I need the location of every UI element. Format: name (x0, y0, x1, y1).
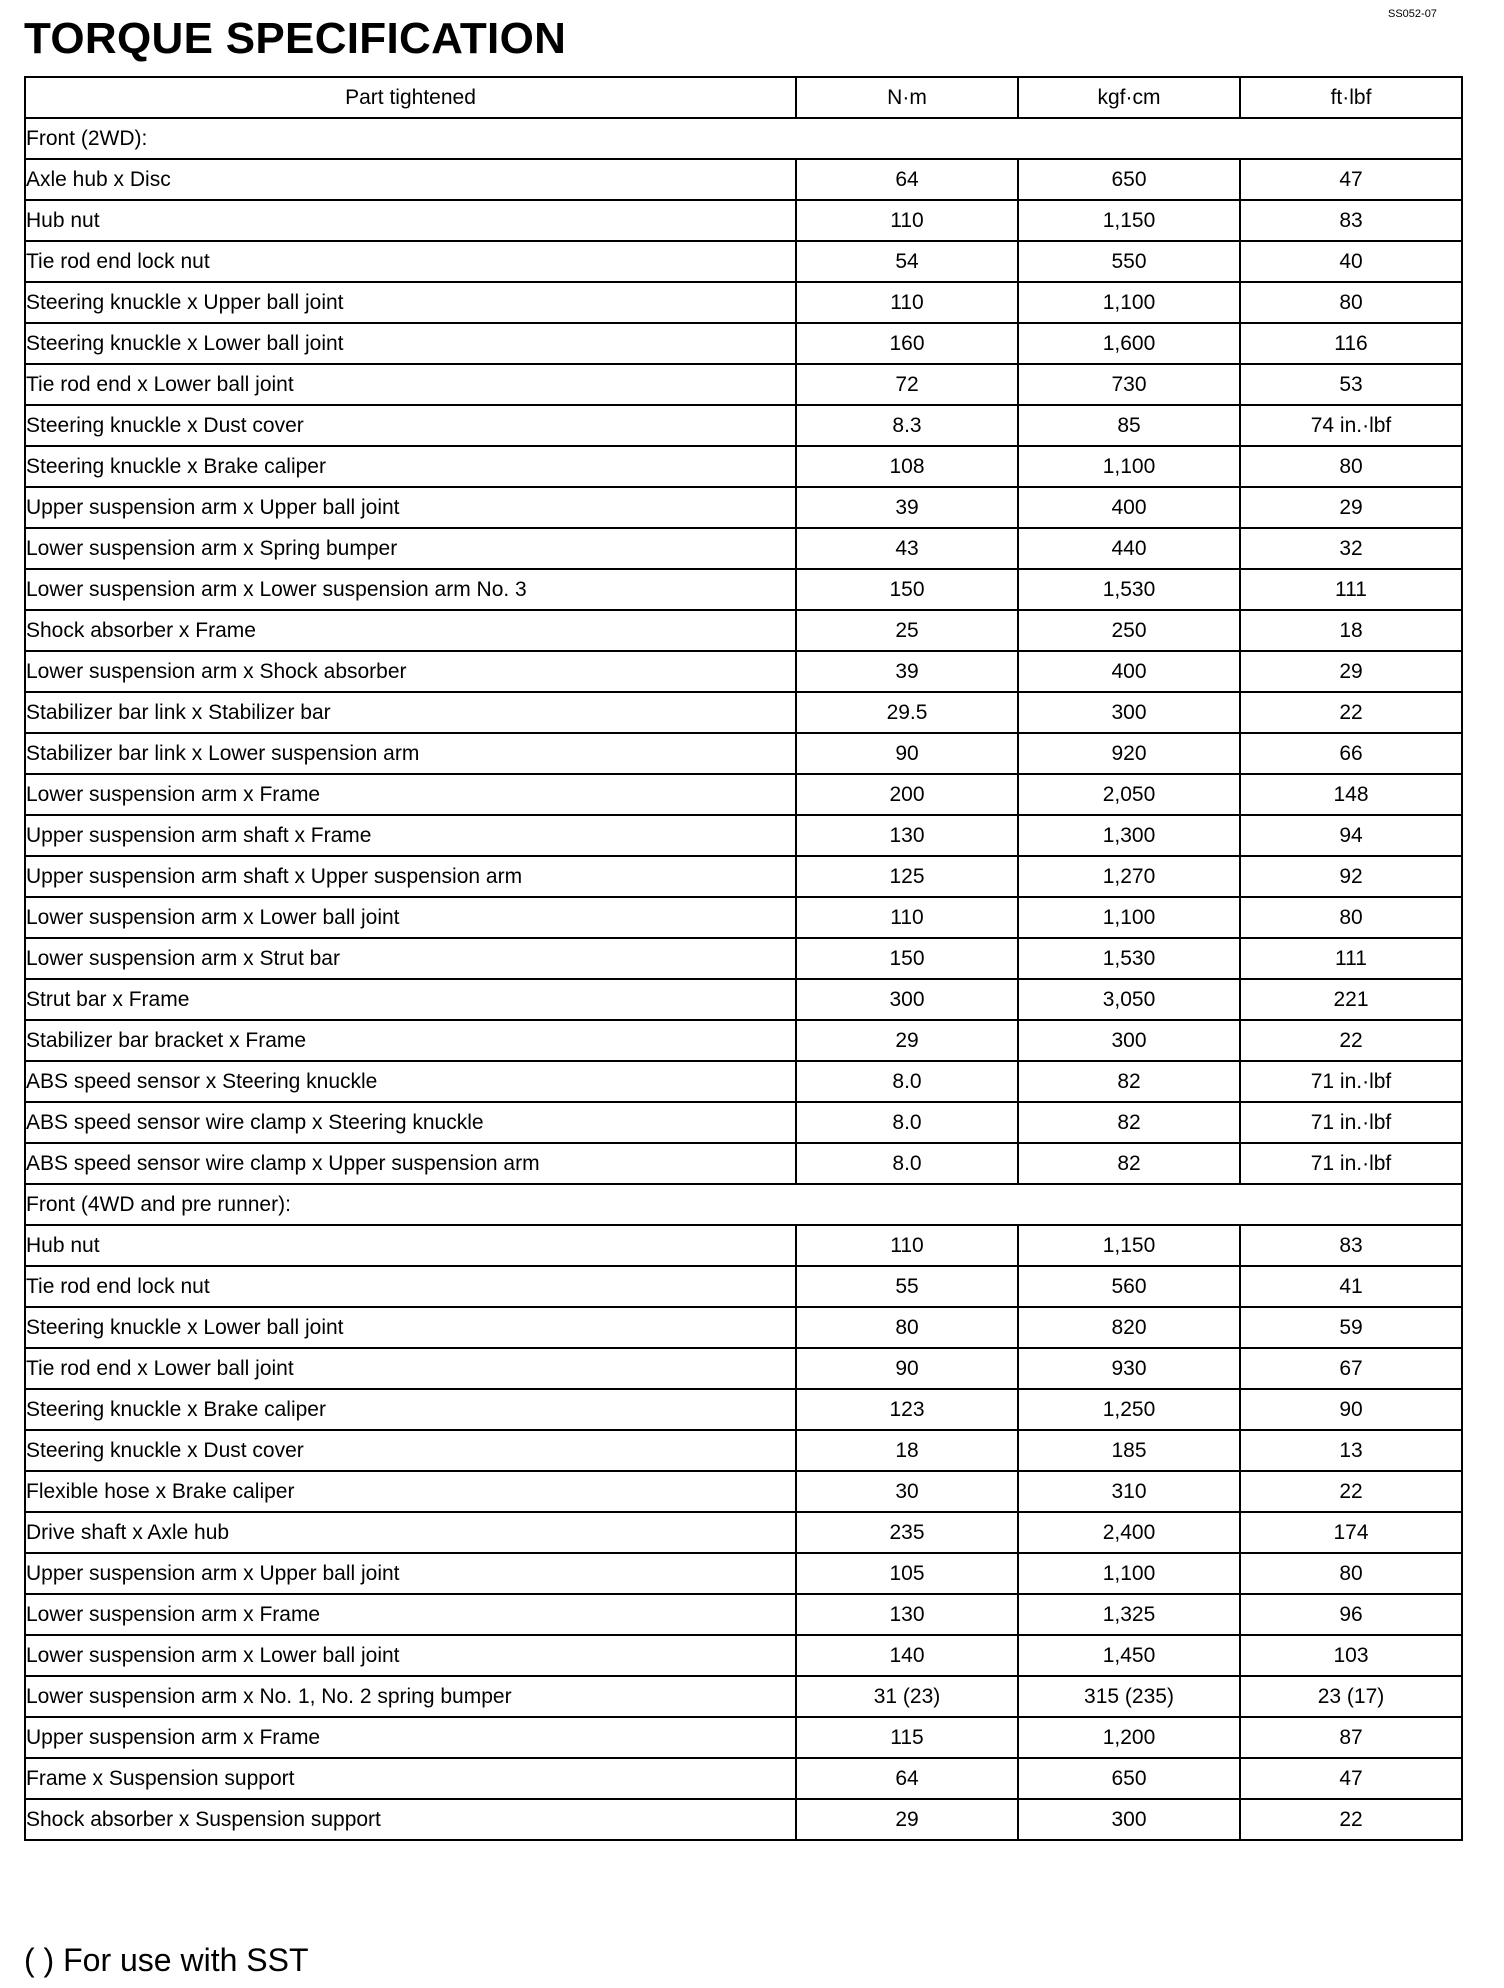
nm-cell: 80 (796, 1307, 1018, 1348)
nm-cell: 90 (796, 733, 1018, 774)
ftlbf-cell: 23 (17) (1240, 1676, 1462, 1717)
part-cell: ABS speed sensor x Steering knuckle (25, 1061, 796, 1102)
ftlbf-cell: 40 (1240, 241, 1462, 282)
part-cell: Lower suspension arm x Strut bar (25, 938, 796, 979)
table-row (25, 610, 1462, 651)
ftlbf-cell: 92 (1240, 856, 1462, 897)
ftlbf-cell: 67 (1240, 1348, 1462, 1389)
column-header-part: Part tightened (25, 77, 796, 118)
nm-cell: 29 (796, 1020, 1018, 1061)
part-cell: Lower suspension arm x No. 1, No. 2 spring bumper (25, 1676, 796, 1717)
kgfcm-cell: 440 (1018, 528, 1240, 569)
kgfcm-cell: 82 (1018, 1061, 1240, 1102)
kgfcm-cell: 560 (1018, 1266, 1240, 1307)
section-heading: Front (4WD and pre runner): (25, 1184, 1462, 1225)
kgfcm-cell: 730 (1018, 364, 1240, 405)
ftlbf-cell: 94 (1240, 815, 1462, 856)
part-cell: Tie rod end lock nut (25, 1266, 796, 1307)
table-row (25, 1717, 1462, 1758)
ftlbf-cell: 47 (1240, 159, 1462, 200)
table-row (25, 651, 1462, 692)
ftlbf-cell: 22 (1240, 1020, 1462, 1061)
nm-cell: 39 (796, 651, 1018, 692)
table-row (25, 241, 1462, 282)
table-row (25, 1512, 1462, 1553)
ftlbf-cell: 22 (1240, 1799, 1462, 1840)
table-row (25, 446, 1462, 487)
part-cell: Hub nut (25, 1225, 796, 1266)
nm-cell: 200 (796, 774, 1018, 815)
kgfcm-cell: 185 (1018, 1430, 1240, 1471)
part-cell: Steering knuckle x Brake caliper (25, 1389, 796, 1430)
column-header-ftlbf: ft·lbf (1240, 77, 1462, 118)
table-row (25, 1348, 1462, 1389)
table-row (25, 323, 1462, 364)
ftlbf-cell: 53 (1240, 364, 1462, 405)
kgfcm-cell: 820 (1018, 1307, 1240, 1348)
nm-cell: 90 (796, 1348, 1018, 1389)
table-row (25, 733, 1462, 774)
table-row (25, 487, 1462, 528)
part-cell: Lower suspension arm x Frame (25, 774, 796, 815)
ftlbf-cell: 221 (1240, 979, 1462, 1020)
kgfcm-cell: 650 (1018, 159, 1240, 200)
column-header-kgfcm: kgf·cm (1018, 77, 1240, 118)
kgfcm-cell: 1,270 (1018, 856, 1240, 897)
torque-spec-table (24, 76, 1463, 1841)
table-row (25, 1594, 1462, 1635)
part-cell: Stabilizer bar link x Stabilizer bar (25, 692, 796, 733)
kgfcm-cell: 1,530 (1018, 938, 1240, 979)
ftlbf-cell: 80 (1240, 446, 1462, 487)
nm-cell: 150 (796, 938, 1018, 979)
table-row (25, 364, 1462, 405)
table-row (25, 938, 1462, 979)
kgfcm-cell: 550 (1018, 241, 1240, 282)
table-row (25, 897, 1462, 938)
ftlbf-cell: 47 (1240, 1758, 1462, 1799)
ftlbf-cell: 66 (1240, 733, 1462, 774)
nm-cell: 54 (796, 241, 1018, 282)
ftlbf-cell: 83 (1240, 1225, 1462, 1266)
table-row (25, 569, 1462, 610)
kgfcm-cell: 1,325 (1018, 1594, 1240, 1635)
table-row (25, 1307, 1462, 1348)
table-row (25, 1430, 1462, 1471)
part-cell: Steering knuckle x Dust cover (25, 405, 796, 446)
part-cell: Tie rod end x Lower ball joint (25, 364, 796, 405)
ftlbf-cell: 111 (1240, 938, 1462, 979)
table-row (25, 1225, 1462, 1266)
kgfcm-cell: 300 (1018, 692, 1240, 733)
kgfcm-cell: 300 (1018, 1020, 1240, 1061)
nm-cell: 30 (796, 1471, 1018, 1512)
kgfcm-cell: 650 (1018, 1758, 1240, 1799)
table-row (25, 1102, 1462, 1143)
table-row (25, 1471, 1462, 1512)
table-row (25, 1020, 1462, 1061)
kgfcm-cell: 82 (1018, 1143, 1240, 1184)
ftlbf-cell: 29 (1240, 487, 1462, 528)
ftlbf-cell: 80 (1240, 282, 1462, 323)
table-row (25, 692, 1462, 733)
table-row (25, 774, 1462, 815)
nm-cell: 29.5 (796, 692, 1018, 733)
part-cell: Shock absorber x Suspension support (25, 1799, 796, 1840)
table-header-row (25, 77, 1462, 118)
part-cell: Stabilizer bar bracket x Frame (25, 1020, 796, 1061)
part-cell: Lower suspension arm x Lower suspension arm No. 3 (25, 569, 796, 610)
part-cell: Upper suspension arm x Frame (25, 1717, 796, 1758)
nm-cell: 64 (796, 159, 1018, 200)
part-cell: Lower suspension arm x Frame (25, 1594, 796, 1635)
nm-cell: 29 (796, 1799, 1018, 1840)
ftlbf-cell: 80 (1240, 1553, 1462, 1594)
table-row (25, 282, 1462, 323)
ftlbf-cell: 96 (1240, 1594, 1462, 1635)
table-row (25, 1143, 1462, 1184)
part-cell: Hub nut (25, 200, 796, 241)
nm-cell: 39 (796, 487, 1018, 528)
nm-cell: 115 (796, 1717, 1018, 1758)
ftlbf-cell: 71 in.·lbf (1240, 1143, 1462, 1184)
part-cell: ABS speed sensor wire clamp x Upper suspension arm (25, 1143, 796, 1184)
table-row (25, 528, 1462, 569)
kgfcm-cell: 400 (1018, 651, 1240, 692)
kgfcm-cell: 920 (1018, 733, 1240, 774)
ftlbf-cell: 87 (1240, 1717, 1462, 1758)
document-code: SS052-07 (1388, 8, 1437, 20)
ftlbf-cell: 74 in.·lbf (1240, 405, 1462, 446)
kgfcm-cell: 1,450 (1018, 1635, 1240, 1676)
ftlbf-cell: 71 in.·lbf (1240, 1061, 1462, 1102)
nm-cell: 43 (796, 528, 1018, 569)
part-cell: Steering knuckle x Lower ball joint (25, 323, 796, 364)
table-row (25, 159, 1462, 200)
kgfcm-cell: 1,150 (1018, 1225, 1240, 1266)
part-cell: Upper suspension arm shaft x Upper suspension arm (25, 856, 796, 897)
nm-cell: 8.3 (796, 405, 1018, 446)
section-heading-row (25, 118, 1462, 159)
part-cell: Tie rod end lock nut (25, 241, 796, 282)
kgfcm-cell: 1,200 (1018, 1717, 1240, 1758)
nm-cell: 125 (796, 856, 1018, 897)
table-row (25, 1758, 1462, 1799)
table-row (25, 1553, 1462, 1594)
table-row (25, 405, 1462, 446)
nm-cell: 110 (796, 200, 1018, 241)
kgfcm-cell: 1,100 (1018, 446, 1240, 487)
nm-cell: 18 (796, 1430, 1018, 1471)
part-cell: Lower suspension arm x Lower ball joint (25, 897, 796, 938)
nm-cell: 8.0 (796, 1061, 1018, 1102)
table-row (25, 979, 1462, 1020)
kgfcm-cell: 82 (1018, 1102, 1240, 1143)
kgfcm-cell: 1,300 (1018, 815, 1240, 856)
kgfcm-cell: 2,050 (1018, 774, 1240, 815)
table-row (25, 1676, 1462, 1717)
kgfcm-cell: 1,600 (1018, 323, 1240, 364)
kgfcm-cell: 1,100 (1018, 282, 1240, 323)
nm-cell: 55 (796, 1266, 1018, 1307)
ftlbf-cell: 90 (1240, 1389, 1462, 1430)
nm-cell: 31 (23) (796, 1676, 1018, 1717)
nm-cell: 105 (796, 1553, 1018, 1594)
kgfcm-cell: 400 (1018, 487, 1240, 528)
part-cell: Steering knuckle x Upper ball joint (25, 282, 796, 323)
nm-cell: 235 (796, 1512, 1018, 1553)
kgfcm-cell: 250 (1018, 610, 1240, 651)
part-cell: Steering knuckle x Lower ball joint (25, 1307, 796, 1348)
column-header-nm: N·m (796, 77, 1018, 118)
nm-cell: 130 (796, 1594, 1018, 1635)
ftlbf-cell: 29 (1240, 651, 1462, 692)
kgfcm-cell: 3,050 (1018, 979, 1240, 1020)
part-cell: Upper suspension arm x Upper ball joint (25, 1553, 796, 1594)
part-cell: Lower suspension arm x Shock absorber (25, 651, 796, 692)
ftlbf-cell: 18 (1240, 610, 1462, 651)
nm-cell: 64 (796, 1758, 1018, 1799)
ftlbf-cell: 116 (1240, 323, 1462, 364)
ftlbf-cell: 103 (1240, 1635, 1462, 1676)
part-cell: Steering knuckle x Dust cover (25, 1430, 796, 1471)
ftlbf-cell: 22 (1240, 692, 1462, 733)
nm-cell: 110 (796, 897, 1018, 938)
kgfcm-cell: 1,100 (1018, 897, 1240, 938)
ftlbf-cell: 80 (1240, 897, 1462, 938)
kgfcm-cell: 300 (1018, 1799, 1240, 1840)
nm-cell: 123 (796, 1389, 1018, 1430)
nm-cell: 130 (796, 815, 1018, 856)
table-row (25, 1389, 1462, 1430)
table-row (25, 1266, 1462, 1307)
part-cell: Upper suspension arm x Upper ball joint (25, 487, 796, 528)
nm-cell: 72 (796, 364, 1018, 405)
part-cell: Steering knuckle x Brake caliper (25, 446, 796, 487)
part-cell: Flexible hose x Brake caliper (25, 1471, 796, 1512)
table-row (25, 1635, 1462, 1676)
nm-cell: 140 (796, 1635, 1018, 1676)
part-cell: Shock absorber x Frame (25, 610, 796, 651)
nm-cell: 110 (796, 282, 1018, 323)
part-cell: Axle hub x Disc (25, 159, 796, 200)
kgfcm-cell: 1,150 (1018, 200, 1240, 241)
ftlbf-cell: 148 (1240, 774, 1462, 815)
kgfcm-cell: 310 (1018, 1471, 1240, 1512)
nm-cell: 8.0 (796, 1102, 1018, 1143)
table-row (25, 815, 1462, 856)
table-row (25, 856, 1462, 897)
table-row (25, 1799, 1462, 1840)
table-row (25, 1061, 1462, 1102)
part-cell: Frame x Suspension support (25, 1758, 796, 1799)
table-body (25, 118, 1462, 1840)
nm-cell: 150 (796, 569, 1018, 610)
part-cell: Upper suspension arm shaft x Frame (25, 815, 796, 856)
kgfcm-cell: 930 (1018, 1348, 1240, 1389)
ftlbf-cell: 71 in.·lbf (1240, 1102, 1462, 1143)
nm-cell: 300 (796, 979, 1018, 1020)
page-title: TORQUE SPECIFICATION (24, 14, 567, 63)
part-cell: ABS speed sensor wire clamp x Steering knuckle (25, 1102, 796, 1143)
section-heading-row (25, 1184, 1462, 1225)
ftlbf-cell: 22 (1240, 1471, 1462, 1512)
kgfcm-cell: 315 (235) (1018, 1676, 1240, 1717)
nm-cell: 108 (796, 446, 1018, 487)
ftlbf-cell: 83 (1240, 200, 1462, 241)
part-cell: Lower suspension arm x Lower ball joint (25, 1635, 796, 1676)
nm-cell: 25 (796, 610, 1018, 651)
ftlbf-cell: 32 (1240, 528, 1462, 569)
part-cell: Lower suspension arm x Spring bumper (25, 528, 796, 569)
part-cell: Strut bar x Frame (25, 979, 796, 1020)
kgfcm-cell: 2,400 (1018, 1512, 1240, 1553)
kgfcm-cell: 1,250 (1018, 1389, 1240, 1430)
ftlbf-cell: 59 (1240, 1307, 1462, 1348)
ftlbf-cell: 13 (1240, 1430, 1462, 1471)
nm-cell: 160 (796, 323, 1018, 364)
ftlbf-cell: 41 (1240, 1266, 1462, 1307)
ftlbf-cell: 111 (1240, 569, 1462, 610)
ftlbf-cell: 174 (1240, 1512, 1462, 1553)
part-cell: Stabilizer bar link x Lower suspension arm (25, 733, 796, 774)
part-cell: Tie rod end x Lower ball joint (25, 1348, 796, 1389)
nm-cell: 8.0 (796, 1143, 1018, 1184)
section-heading: Front (2WD): (25, 118, 1462, 159)
kgfcm-cell: 85 (1018, 405, 1240, 446)
kgfcm-cell: 1,530 (1018, 569, 1240, 610)
kgfcm-cell: 1,100 (1018, 1553, 1240, 1594)
part-cell: Drive shaft x Axle hub (25, 1512, 796, 1553)
nm-cell: 110 (796, 1225, 1018, 1266)
table-row (25, 200, 1462, 241)
footnote: ( ) For use with SST (24, 1942, 309, 1978)
